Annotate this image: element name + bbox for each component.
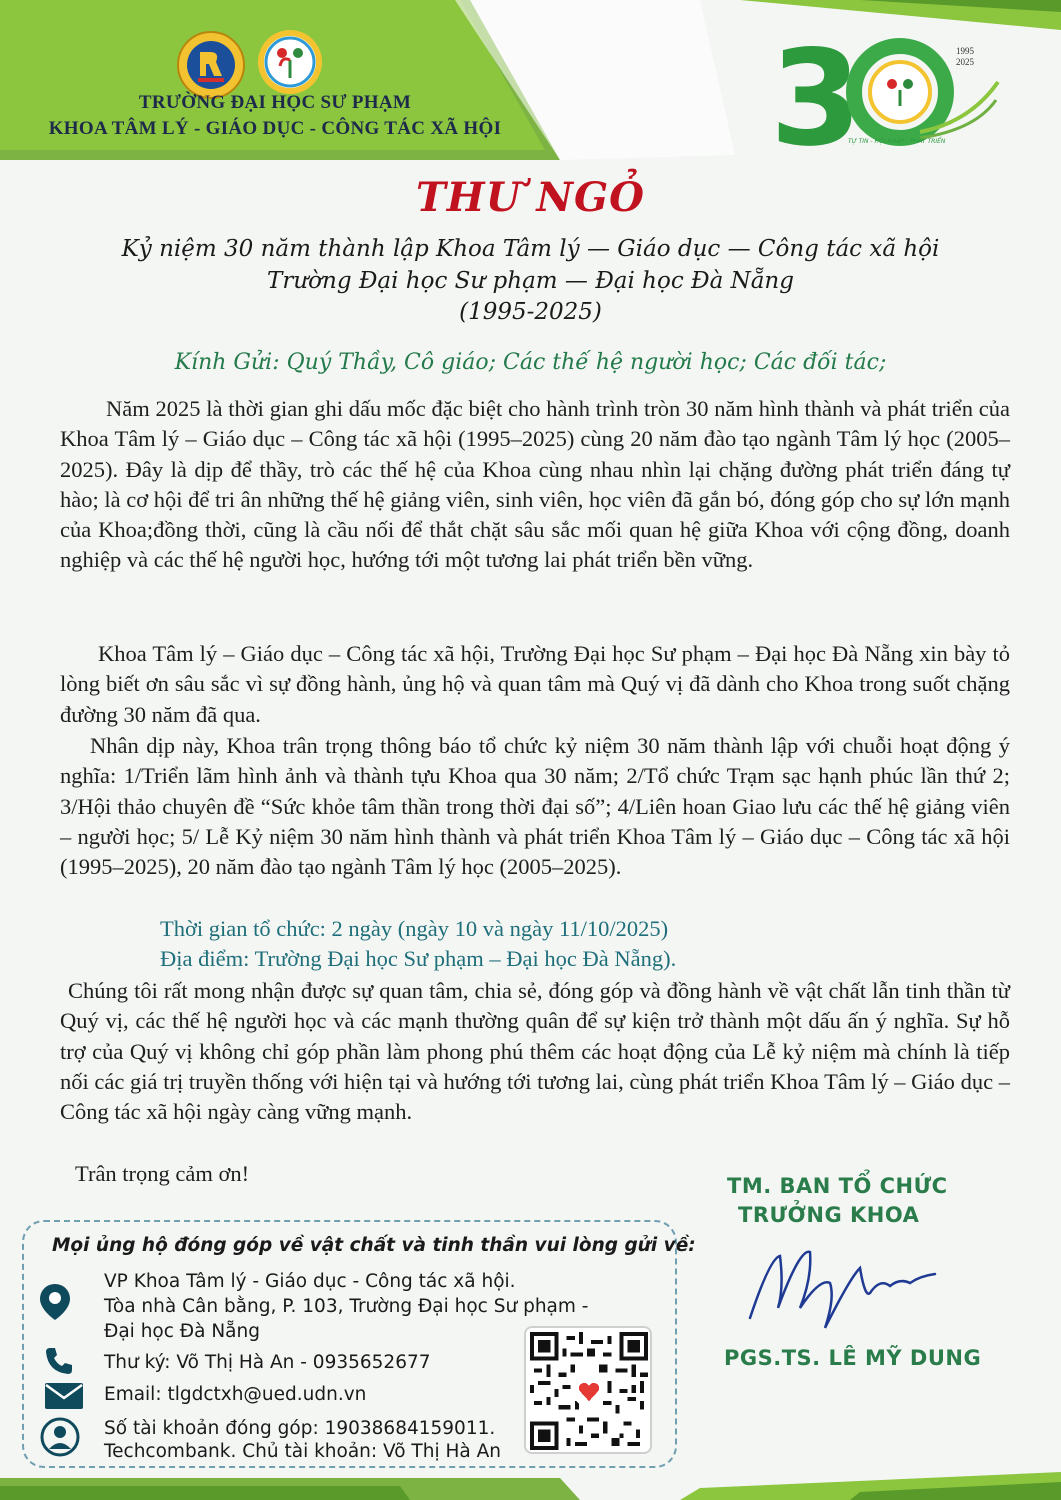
event-venue: Địa điểm: Trường Đại học Sư phạm – Đại học Đà Nẵng). [160, 946, 677, 971]
greeting: Kính Gửi: Quý Thầy, Cô giáo; Các thế hệ người học; Các đối tác; [174, 350, 887, 375]
paragraph-activities: Nhân dịp này, Khoa trân trọng thông báo tổ chức kỷ niệm 30 năm thành lập với chuỗi hoạt động ý nghĩa: 1/Triển lãm hình ảnh và thành tựu Khoa qua 30 năm; 2/Tổ chức Trạm sạc hạnh phúc lần thứ 2; 3/Hội thảo chuyên đề “Sức khỏe tâm thần trong thời đại số”; 4/Liên hoan Giao lưu các thế hệ giảng viên – người học; 5/ Lễ Kỷ niệm 30 năm hình thành và phát triển Khoa Tâm lý – Giáo dục – Công tác xã hội (1995–2025), 20 năm đào tạo ngành Tâm lý học (2005–2025). [60, 733, 1010, 880]
contact-heading: Mọi ủng hộ đóng góp về vật chất và tinh thần vui lòng gửi về: [52, 1235, 696, 1256]
paragraph-appeal: Chúng tôi rất mong nhận được sự quan tâm, chia sẻ, đóng góp và đồng hành về vật chất lẫn tinh thần từ Quý vị, các thế hệ người học và các mạnh thường quân để sự kiện trở thành một dấu ấn ý nghĩa. Sự hỗ trợ của Quý vị không chỉ góp phần làm phong phú thêm các hoạt động của Lễ kỷ niệm mà chính là tiếp nối các giá trị truyền thống với hiện tại và hướng tới tương lai, cùng phát triển Khoa Tâm lý – Giáo dục – Công tác xã hội ngày càng vững mạnh. [60, 978, 1010, 1125]
svg-text:3: 3 [770, 22, 850, 162]
signature-org: TM. BAN TỔ CHỨC [727, 1174, 948, 1198]
contact-email: Email: tlgdctxh@ued.udn.vn [104, 1384, 367, 1405]
signature-role: TRƯỞNG KHOA [738, 1203, 920, 1227]
event-time: Thời gian tổ chức: 2 ngày (ngày 10 và ngày 11/10/2025) [160, 916, 669, 941]
subtitle-years: (1995-2025) [459, 299, 602, 325]
footer-decoration [0, 1472, 1061, 1500]
address-line-3: Đại học Đà Nẵng [104, 1321, 260, 1342]
subtitle-line-1: Kỷ niệm 30 năm thành lập Khoa Tâm lý — Giáo dục — Công tác xã hội [121, 236, 940, 262]
university-logo [176, 30, 246, 100]
faculty-logo [256, 26, 324, 98]
letter-title: THƯ NGỎ [416, 174, 645, 221]
anniversary-logo [770, 22, 1000, 162]
bank-account-line-1: Số tài khoản đóng góp: 19038684159011. [104, 1418, 496, 1439]
paragraph-intro: Năm 2025 là thời gian ghi dấu mốc đặc biệt cho hành trình tròn 30 năm hình thành và phát triển của Khoa Tâm lý – Giáo dục – Công tác xã hội (1995–2025) cùng 20 năm đào tạo ngành Tâm lý học (2005–2025). Đây là dịp để thầy, trò các thế hệ của Khoa cùng nhau nhìn lại chặng đường phát triển đáng tự hào; là cơ hội để tri ân những thế hệ giảng viên, sinh viên, học viên đã gắn bó, đóng góp cho sự lớn mạnh của Khoa;đồng thời, cũng là cầu nối để thắt chặt sâu sắc mối quan hệ giữa Khoa với cộng đồng, doanh nghiệp và các thế hệ người học, hướng tới một tương lai phát triển bền vững. [60, 396, 1010, 573]
secretary-phone: Thư ký: Võ Thị Hà An - 0935652677 [104, 1352, 431, 1373]
phone-icon [44, 1346, 74, 1380]
anniversary-year-start: 1995 [956, 46, 974, 56]
closing-thanks: Trân trọng cảm ơn! [75, 1161, 250, 1186]
address-line-1: VP Khoa Tâm lý - Giáo dục - Công tác xã hội. [104, 1271, 516, 1292]
school-name: TRƯỜNG ĐẠI HỌC SƯ PHẠM [138, 92, 412, 113]
anniversary-year-end: 2025 [956, 57, 974, 67]
email-icon [44, 1382, 84, 1414]
paragraph-gratitude: Khoa Tâm lý – Giáo dục – Công tác xã hội, Trường Đại học Sư phạm – Đại học Đà Nẵng xin bày tỏ lòng biết ơn sâu sắc vì sự đồng hành, ủng hộ và quan tâm mà Quý vị đã dành cho Khoa trong suốt chặng đường 30 năm đã qua. [60, 641, 1010, 727]
faculty-name: KHOA TÂM LÝ - GIÁO DỤC - CÔNG TÁC XÃ HỘI [48, 118, 502, 139]
location-icon [38, 1282, 72, 1326]
subtitle-line-2: Trường Đại học Sư phạm — Đại học Đà Nẵng [267, 268, 794, 294]
anniversary-slogan: TỰ TIN - HỘI NHẬP - PHÁT TRIỂN [848, 138, 946, 145]
qr-code-icon[interactable] [524, 1326, 652, 1454]
account-icon [40, 1417, 80, 1461]
address-line-2: Tòa nhà Cân bằng, P. 103, Trường Đại học Sư phạm - [104, 1296, 589, 1317]
signature-name: PGS.TS. LÊ MỸ DUNG [724, 1346, 982, 1370]
handwritten-signature [740, 1238, 940, 1338]
bank-account-line-2: Techcombank. Chủ tài khoản: Võ Thị Hà An [104, 1441, 501, 1462]
